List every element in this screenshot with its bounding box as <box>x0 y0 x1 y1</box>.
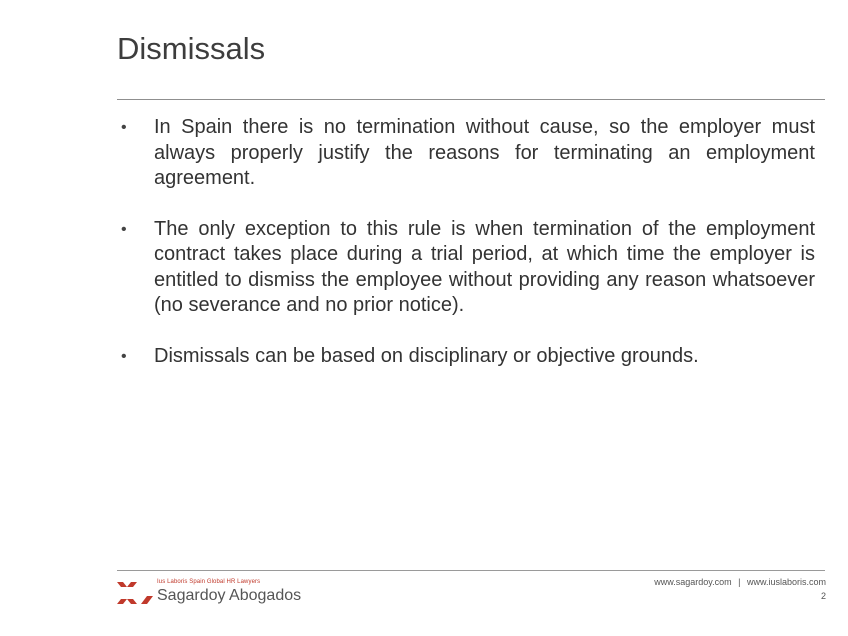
logo-name: Sagardoy Abogados <box>157 587 302 604</box>
bullet-item <box>117 115 815 192</box>
footer-links <box>654 577 826 587</box>
bullet-item <box>117 217 815 319</box>
sagardoy-logo-icon <box>117 582 153 604</box>
bullet-text: The only exception to this rule is when termination of the employment contract takes place during a trial period, at which time the employer is entitled to dismiss the employee without providing any reason whatsoever (no severance and no prior notice). <box>154 217 815 316</box>
slide-title: Dismissals <box>117 31 266 66</box>
company-logo <box>117 579 317 609</box>
bullet-dot-icon: • <box>121 220 127 238</box>
page-number: 2 <box>820 591 826 601</box>
bullet-item <box>117 344 815 370</box>
logo-tagline: Ius Laboris Spain Global HR Lawyers <box>157 579 261 585</box>
title-divider <box>117 99 825 100</box>
bullet-dot-icon: • <box>121 119 127 136</box>
footer-divider <box>117 570 825 571</box>
bullet-text: Dismissals can be based on disciplinary or objective grounds. <box>154 344 699 367</box>
link-separator: | <box>738 577 741 587</box>
bullet-text: In Spain there is no termination without cause, so the employer must always properly justify the reasons for terminating an employment agreement. <box>154 116 815 189</box>
website-link-sagardoy[interactable]: www.sagardoy.com <box>654 577 732 587</box>
bullet-dot-icon: • <box>121 347 127 365</box>
website-link-iuslaboris[interactable]: www.iuslaboris.com <box>746 577 826 587</box>
bullet-list <box>117 115 815 394</box>
